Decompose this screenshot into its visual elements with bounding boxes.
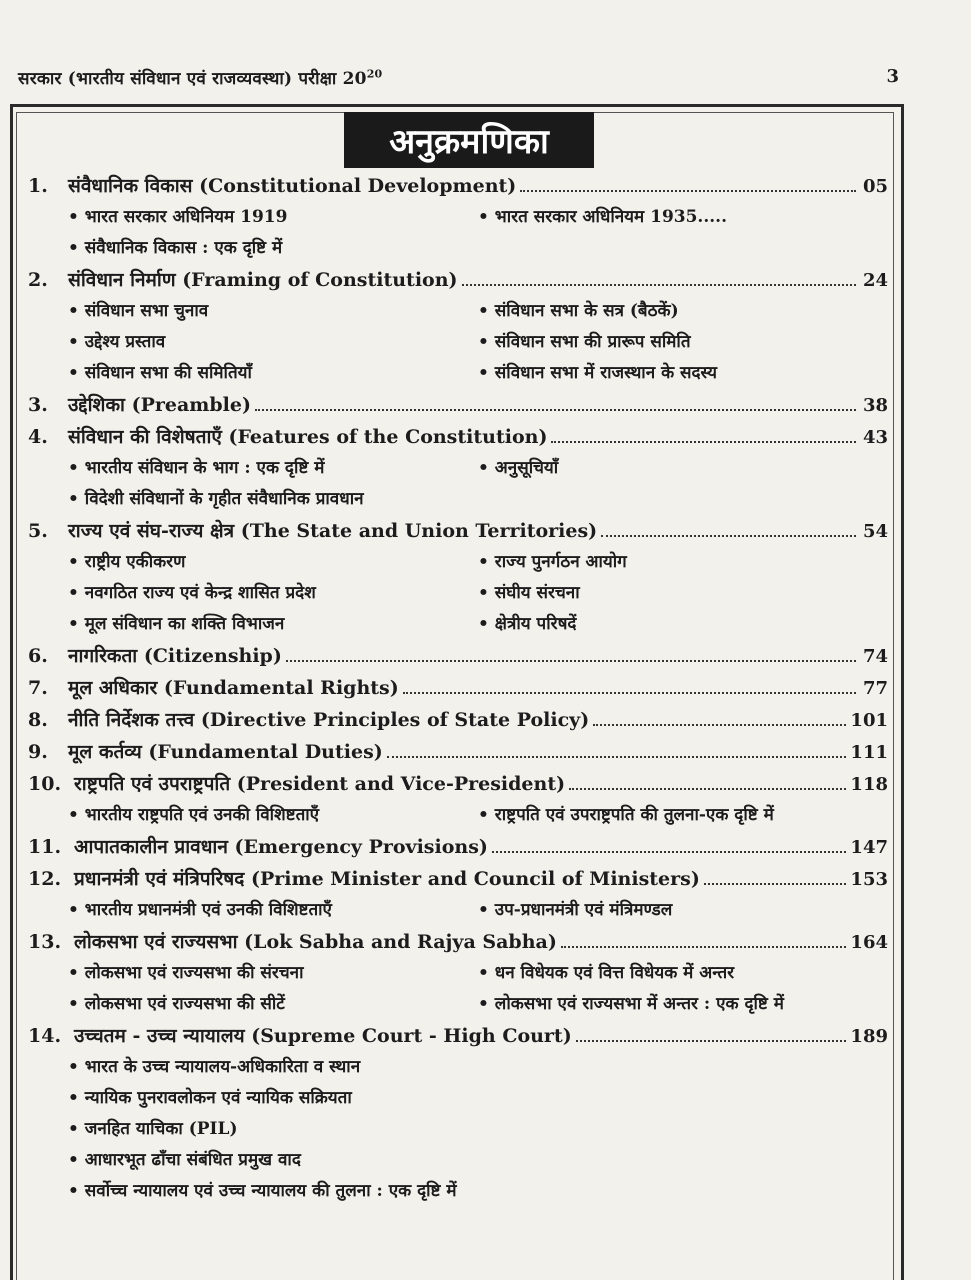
subtopic-item: • राष्ट्रीय एकीकरण bbox=[68, 547, 478, 578]
entry-number: 9. bbox=[28, 741, 48, 763]
subtopic-item: • क्षेत्रीय परिषदें bbox=[478, 609, 898, 640]
entry-page-number: 74 bbox=[862, 646, 888, 667]
dot-leader bbox=[492, 851, 847, 853]
subtopic-list bbox=[28, 895, 888, 926]
subtopic-list bbox=[28, 202, 888, 264]
subtopic-item: • लोकसभा एवं राज्यसभा की संरचना bbox=[68, 958, 478, 989]
subtopic-item: • संघीय संरचना bbox=[478, 578, 898, 609]
subtopic-item: • विदेशी संविधानों के गृहीत संवैधानिक प्रावधान bbox=[68, 484, 478, 515]
dot-leader bbox=[255, 409, 856, 411]
entry-page-number: 164 bbox=[850, 932, 888, 953]
toc-entry bbox=[28, 389, 888, 421]
dot-leader bbox=[593, 724, 846, 726]
toc-entry bbox=[28, 863, 888, 926]
toc-entry bbox=[28, 768, 888, 831]
dot-leader bbox=[462, 284, 856, 286]
subtopic-list bbox=[28, 800, 888, 831]
toc-entry-line[interactable] bbox=[28, 170, 888, 202]
entry-number: 1. bbox=[28, 175, 48, 197]
table-of-contents bbox=[28, 170, 888, 1207]
toc-entry bbox=[28, 736, 888, 768]
subtopic-item: • संविधान सभा में राजस्थान के सदस्य bbox=[478, 358, 898, 389]
dot-leader bbox=[561, 946, 847, 948]
toc-entry-line[interactable] bbox=[28, 264, 888, 296]
toc-entry bbox=[28, 640, 888, 672]
toc-entry bbox=[28, 421, 888, 515]
entry-title: लोकसभा एवं राज्यसभा (Lok Sabha and Rajya Sabha) bbox=[74, 931, 557, 953]
entry-page-number: 77 bbox=[862, 678, 888, 699]
entry-page-number: 54 bbox=[862, 521, 888, 542]
toc-entry-line[interactable] bbox=[28, 863, 888, 895]
entry-number: 12. bbox=[28, 868, 62, 890]
subtopic-item: • भारतीय प्रधानमंत्री एवं उनकी विशिष्टताएँ bbox=[68, 895, 478, 926]
subtopic-item: • संविधान सभा की समितियाँ bbox=[68, 358, 478, 389]
dot-leader bbox=[286, 660, 856, 662]
entry-title: मूल अधिकार (Fundamental Rights) bbox=[68, 677, 399, 699]
entry-number: 4. bbox=[28, 426, 48, 448]
entry-title: संविधान की विशेषताएँ (Features of the Constitution) bbox=[68, 426, 548, 448]
subtopic-item: • न्यायिक पुनरावलोकन एवं न्यायिक सक्रियता bbox=[68, 1083, 888, 1114]
toc-entry-line[interactable] bbox=[28, 421, 888, 453]
entry-number: 8. bbox=[28, 709, 48, 731]
subtopic-item: • लोकसभा एवं राज्यसभा में अन्तर : एक दृष्टि में bbox=[478, 989, 898, 1020]
running-header bbox=[18, 66, 911, 89]
toc-entry-line[interactable] bbox=[28, 640, 888, 672]
toc-entry-line[interactable] bbox=[28, 672, 888, 704]
dot-leader bbox=[576, 1040, 847, 1042]
subtopic-list bbox=[28, 958, 888, 1020]
entry-title: नागरिकता (Citizenship) bbox=[68, 645, 282, 667]
toc-entry bbox=[28, 170, 888, 264]
toc-entry bbox=[28, 704, 888, 736]
entry-title: राष्ट्रपति एवं उपराष्ट्रपति (President and Vice-President) bbox=[74, 773, 566, 795]
toc-entry-line[interactable] bbox=[28, 1020, 888, 1052]
entry-number: 7. bbox=[28, 677, 48, 699]
entry-page-number: 24 bbox=[862, 270, 888, 291]
toc-entry bbox=[28, 1020, 888, 1207]
subtopic-item: • संविधान सभा के सत्र (बैठकें) bbox=[478, 296, 898, 327]
entry-number: 6. bbox=[28, 645, 48, 667]
subtopic-list bbox=[28, 453, 888, 515]
entry-page-number: 05 bbox=[862, 176, 888, 197]
dot-leader bbox=[403, 692, 856, 694]
toc-entry-line[interactable] bbox=[28, 831, 888, 863]
index-title: अनुक्रमणिका bbox=[344, 112, 594, 168]
subtopic-item: • संविधान सभा की प्रारूप समिति bbox=[478, 327, 898, 358]
dot-leader bbox=[601, 535, 856, 537]
subtopic-item: • जनहित याचिका (PIL) bbox=[68, 1114, 888, 1145]
entry-page-number: 147 bbox=[850, 837, 888, 858]
entry-title: आपातकालीन प्रावधान (Emergency Provisions) bbox=[74, 836, 488, 858]
dot-leader bbox=[704, 883, 847, 885]
entry-number: 5. bbox=[28, 520, 48, 542]
entry-page-number: 111 bbox=[850, 742, 888, 763]
subtopic-item: • भारत सरकार अधिनियम 1935..... bbox=[478, 202, 898, 233]
subtopic-item: • राष्ट्रपति एवं उपराष्ट्रपति की तुलना-एक दृष्टि में bbox=[478, 800, 898, 831]
page-number: 3 bbox=[886, 66, 899, 87]
dot-leader bbox=[551, 441, 856, 443]
entry-title: उद्देशिका (Preamble) bbox=[68, 394, 251, 416]
entry-number: 13. bbox=[28, 931, 62, 953]
entry-number: 14. bbox=[28, 1025, 62, 1047]
subtopic-item: • नवगठित राज्य एवं केन्द्र शासित प्रदेश bbox=[68, 578, 478, 609]
entry-title: संविधान निर्माण (Framing of Constitution) bbox=[68, 269, 458, 291]
entry-page-number: 38 bbox=[862, 395, 888, 416]
toc-entry-line[interactable] bbox=[28, 515, 888, 547]
subtopic-item: • सर्वोच्च न्यायालय एवं उच्च न्यायालय की तुलना : एक दृष्टि में bbox=[68, 1176, 888, 1207]
entry-number: 2. bbox=[28, 269, 48, 291]
toc-entry bbox=[28, 264, 888, 389]
dot-leader bbox=[520, 190, 856, 192]
subtopic-item: • मूल संविधान का शक्ति विभाजन bbox=[68, 609, 478, 640]
subtopic-item: • अनुसूचियाँ bbox=[478, 453, 898, 484]
subtopic-item: • लोकसभा एवं राज्यसभा की सीटें bbox=[68, 989, 478, 1020]
subtopic-item: • संवैधानिक विकास : एक दृष्टि में bbox=[68, 233, 478, 264]
toc-entry bbox=[28, 831, 888, 863]
entry-number: 3. bbox=[28, 394, 48, 416]
entry-title: संवैधानिक विकास (Constitutional Development) bbox=[68, 175, 517, 197]
toc-entry-line[interactable] bbox=[28, 926, 888, 958]
toc-entry-line[interactable] bbox=[28, 736, 888, 768]
entry-page-number: 189 bbox=[850, 1026, 888, 1047]
subtopic-item: • भारतीय राष्ट्रपति एवं उनकी विशिष्टताएँ bbox=[68, 800, 478, 831]
subtopic-item: • संविधान सभा चुनाव bbox=[68, 296, 478, 327]
subtopic-item: • राज्य पुनर्गठन आयोग bbox=[478, 547, 898, 578]
entry-number: 11. bbox=[28, 836, 62, 858]
subtopic-item: • भारत के उच्च न्यायालय-अधिकारिता व स्थान bbox=[68, 1052, 888, 1083]
entry-title: राज्य एवं संघ-राज्य क्षेत्र (The State and Union Territories) bbox=[68, 520, 598, 542]
entry-number: 10. bbox=[28, 773, 62, 795]
toc-entry-line[interactable] bbox=[28, 389, 888, 421]
subtopic-item: • धन विधेयक एवं वित्त विधेयक में अन्तर bbox=[478, 958, 898, 989]
subtopic-item: • उप-प्रधानमंत्री एवं मंत्रिमण्डल bbox=[478, 895, 898, 926]
dot-leader bbox=[569, 788, 846, 790]
toc-entry bbox=[28, 515, 888, 640]
toc-entry-line[interactable] bbox=[28, 768, 888, 800]
subtopic-item: • आधारभूत ढाँचा संबंधित प्रमुख वाद bbox=[68, 1145, 888, 1176]
dot-leader bbox=[387, 756, 847, 758]
entry-page-number: 43 bbox=[862, 427, 888, 448]
subtopic-list bbox=[28, 1052, 888, 1207]
subtopic-list bbox=[28, 547, 888, 640]
subtopic-item: • उद्देश्य प्रस्ताव bbox=[68, 327, 478, 358]
entry-title: नीति निर्देशक तत्त्व (Directive Principles of State Policy) bbox=[68, 709, 590, 731]
entry-page-number: 101 bbox=[850, 710, 888, 731]
running-title-superscript: 20 bbox=[366, 67, 383, 81]
subtopic-item: • भारत सरकार अधिनियम 1919 bbox=[68, 202, 478, 233]
entry-title: मूल कर्तव्य (Fundamental Duties) bbox=[68, 741, 383, 763]
toc-entry-line[interactable] bbox=[28, 704, 888, 736]
entry-title: उच्चतम - उच्च न्यायालय (Supreme Court - High Court) bbox=[74, 1025, 572, 1047]
running-title: सरकार (भारतीय संविधान एवं राजव्यवस्था) परीक्षा 20 bbox=[18, 69, 367, 89]
subtopic-list bbox=[28, 296, 888, 389]
toc-entry bbox=[28, 672, 888, 704]
subtopic-item: • भारतीय संविधान के भाग : एक दृष्टि में bbox=[68, 453, 478, 484]
entry-page-number: 118 bbox=[850, 774, 888, 795]
toc-entry bbox=[28, 926, 888, 1020]
entry-title: प्रधानमंत्री एवं मंत्रिपरिषद (Prime Minister and Council of Ministers) bbox=[74, 868, 700, 890]
entry-page-number: 153 bbox=[850, 869, 888, 890]
